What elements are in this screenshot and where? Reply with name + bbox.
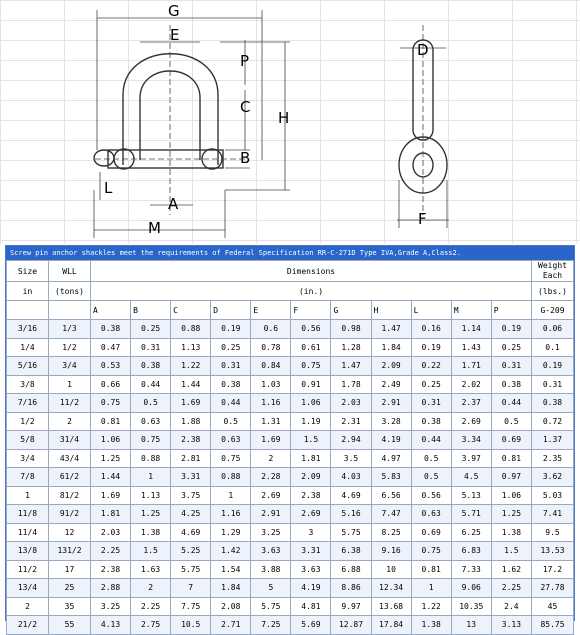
dimension-cell: 2.69 xyxy=(291,505,331,524)
dimension-cell: 2.31 xyxy=(331,412,371,431)
dimension-cell: 3.28 xyxy=(371,412,411,431)
dimension-cell: 6.56 xyxy=(371,486,411,505)
dimension-cell: 2.71 xyxy=(211,616,251,635)
dimension-cell: 2.08 xyxy=(211,597,251,616)
header-row-units xyxy=(7,282,574,301)
wll-cell: 1 xyxy=(49,375,91,394)
dimension-cell: 8.25 xyxy=(371,523,411,542)
size-cell: 13/8 xyxy=(7,542,49,561)
wll-cell: 61/2 xyxy=(49,468,91,487)
dimension-cell: 9.16 xyxy=(371,542,411,561)
dimension-cell: 1 xyxy=(211,486,251,505)
table-row xyxy=(7,431,574,450)
weight-cell: 5.03 xyxy=(532,486,574,505)
dimension-cell: 5.75 xyxy=(331,523,371,542)
dimension-cell: 1.19 xyxy=(291,412,331,431)
dimension-cell: 2.69 xyxy=(451,412,491,431)
weight-cell: 45 xyxy=(532,597,574,616)
dimension-cell: 1.44 xyxy=(171,375,211,394)
dimension-cell: 5.13 xyxy=(451,486,491,505)
dimension-cell: 1.62 xyxy=(491,560,531,579)
dimension-cell: 17.84 xyxy=(371,616,411,635)
dimension-cell: 0.5 xyxy=(211,412,251,431)
dimension-cell: 0.81 xyxy=(91,412,131,431)
dimension-cell: 7 xyxy=(171,579,211,598)
dimension-cell: 1.84 xyxy=(371,338,411,357)
dimension-cell: 3.25 xyxy=(251,523,291,542)
dimension-cell: 0.81 xyxy=(491,449,531,468)
dimension-cell: 2.38 xyxy=(91,560,131,579)
dimension-cell: 2.02 xyxy=(451,375,491,394)
wll-cell: 81/2 xyxy=(49,486,91,505)
dim-col-header-l: L xyxy=(411,301,451,320)
weight-cell: 0.31 xyxy=(532,375,574,394)
table-row xyxy=(7,560,574,579)
table-row xyxy=(7,449,574,468)
blank-cell xyxy=(49,301,91,320)
dimension-cell: 4.69 xyxy=(331,486,371,505)
weight-cell: 0.06 xyxy=(532,320,574,339)
dimension-cell: 2.38 xyxy=(291,486,331,505)
pin-eye xyxy=(94,150,114,166)
dimension-cell: 1.13 xyxy=(171,338,211,357)
dimension-cell: 13.68 xyxy=(371,597,411,616)
dimension-cell: 0.44 xyxy=(131,375,171,394)
table-row xyxy=(7,412,574,431)
dim-label-p: P xyxy=(240,52,250,70)
table-row xyxy=(7,505,574,524)
size-cell: 5/8 xyxy=(7,431,49,450)
dimension-cell: 1.06 xyxy=(91,431,131,450)
weight-model-header: G-209 xyxy=(532,301,574,320)
wll-cell: 17 xyxy=(49,560,91,579)
shackle-diagram xyxy=(0,0,580,244)
dimension-cell: 1.54 xyxy=(211,560,251,579)
table-row xyxy=(7,375,574,394)
table-row xyxy=(7,579,574,598)
dimension-cell: 0.5 xyxy=(131,394,171,413)
size-cell: 2 xyxy=(7,597,49,616)
dimension-cell: 0.31 xyxy=(411,394,451,413)
dimension-cell: 2.91 xyxy=(251,505,291,524)
dim-label-l: L xyxy=(104,179,113,197)
size-cell: 3/16 xyxy=(7,320,49,339)
size-cell: 13/4 xyxy=(7,579,49,598)
wll-cell: 3/4 xyxy=(49,357,91,376)
dim-label-d: D xyxy=(417,41,429,59)
weight-cell: 0.38 xyxy=(532,394,574,413)
wll-cell: 2 xyxy=(49,412,91,431)
size-cell: 1/2 xyxy=(7,412,49,431)
dimension-cell: 0.31 xyxy=(211,357,251,376)
size-cell: 5/16 xyxy=(7,357,49,376)
dimension-cell: 0.25 xyxy=(211,338,251,357)
dimension-cell: 4.19 xyxy=(291,579,331,598)
dimension-cell: 0.25 xyxy=(491,338,531,357)
dimension-cell: 3.63 xyxy=(251,542,291,561)
size-cell: 11/8 xyxy=(7,505,49,524)
dimension-cell: 2 xyxy=(251,449,291,468)
dimension-cell: 1.16 xyxy=(211,505,251,524)
size-cell: 21/2 xyxy=(7,616,49,635)
dimension-cell: 1.5 xyxy=(291,431,331,450)
table-caption: Screw pin anchor shackles meet the requirements of Federal Specification RR-C-271D Type IVA,Grade A,Class2. xyxy=(6,246,574,260)
dimension-cell: 1.69 xyxy=(171,394,211,413)
dimension-cell: 1.69 xyxy=(91,486,131,505)
dimension-cell: 0.53 xyxy=(91,357,131,376)
dimension-cell: 1.06 xyxy=(491,486,531,505)
dimension-cell: 1.44 xyxy=(91,468,131,487)
table-row xyxy=(7,338,574,357)
dimension-cell: 3 xyxy=(291,523,331,542)
dimension-cell: 12.87 xyxy=(331,616,371,635)
dimension-cell: 0.91 xyxy=(291,375,331,394)
wll-cell: 1/2 xyxy=(49,338,91,357)
dimension-cell: 0.75 xyxy=(91,394,131,413)
dimension-cell: 1.14 xyxy=(451,320,491,339)
table-row xyxy=(7,542,574,561)
dimension-cell: 1.78 xyxy=(331,375,371,394)
wll-cell: 35 xyxy=(49,597,91,616)
dim-label-m: M xyxy=(148,219,161,237)
dimension-cell: 0.75 xyxy=(211,449,251,468)
dimension-cell: 2.25 xyxy=(491,579,531,598)
header-wll: WLL xyxy=(49,261,91,282)
dim-label-g: G xyxy=(168,2,180,20)
dimension-cell: 1.25 xyxy=(491,505,531,524)
dimension-cell: 3.34 xyxy=(451,431,491,450)
dimension-cell: 4.69 xyxy=(171,523,211,542)
dimension-cell: 0.61 xyxy=(291,338,331,357)
weight-cell: 3.62 xyxy=(532,468,574,487)
weight-cell: 0.1 xyxy=(532,338,574,357)
dimension-cell: 5.69 xyxy=(291,616,331,635)
dimension-cell: 3.31 xyxy=(291,542,331,561)
dimension-cell: 0.22 xyxy=(411,357,451,376)
dimension-cell: 1.22 xyxy=(411,597,451,616)
dimension-cell: 3.5 xyxy=(331,449,371,468)
dimension-cell: 0.31 xyxy=(491,357,531,376)
dimension-cell: 0.78 xyxy=(251,338,291,357)
dimension-cell: 0.63 xyxy=(411,505,451,524)
header-dimensions: Dimensions xyxy=(91,261,532,282)
dimension-cell: 5.71 xyxy=(451,505,491,524)
weight-cell: 2.35 xyxy=(532,449,574,468)
wll-cell: 131/2 xyxy=(49,542,91,561)
weight-cell: 27.78 xyxy=(532,579,574,598)
dimension-cell: 5 xyxy=(251,579,291,598)
dimension-cell: 6.25 xyxy=(451,523,491,542)
dimension-cell: 0.5 xyxy=(411,468,451,487)
dimension-cell: 3.63 xyxy=(291,560,331,579)
dimension-cell: 3.31 xyxy=(171,468,211,487)
dimension-cell: 0.44 xyxy=(491,394,531,413)
dimension-cell: 2.69 xyxy=(251,486,291,505)
dim-col-header-c: C xyxy=(171,301,211,320)
dimension-cell: 4.19 xyxy=(371,431,411,450)
dimension-cell: 3.13 xyxy=(491,616,531,635)
dimension-cell: 1.5 xyxy=(491,542,531,561)
header-weight: Weight Each xyxy=(532,261,574,282)
dimension-cell: 1.43 xyxy=(451,338,491,357)
dimension-cell: 5.16 xyxy=(331,505,371,524)
weight-cell: 13.53 xyxy=(532,542,574,561)
wll-cell: 91/2 xyxy=(49,505,91,524)
dimension-cell: 0.44 xyxy=(411,431,451,450)
dimension-cell: 1.88 xyxy=(171,412,211,431)
wll-cell: 43/4 xyxy=(49,449,91,468)
unit-size: in xyxy=(7,282,49,301)
weight-cell: 1.37 xyxy=(532,431,574,450)
dimension-cell: 0.38 xyxy=(411,412,451,431)
wll-cell: 31/4 xyxy=(49,431,91,450)
dimension-cell: 5.83 xyxy=(371,468,411,487)
dimension-cell: 2.49 xyxy=(371,375,411,394)
dimension-cell: 2.37 xyxy=(451,394,491,413)
dimension-cell: 0.75 xyxy=(411,542,451,561)
dimension-cell: 7.47 xyxy=(371,505,411,524)
dimension-cell: 1.69 xyxy=(251,431,291,450)
unit-wll: (tons) xyxy=(49,282,91,301)
dimension-cell: 1.38 xyxy=(131,523,171,542)
dimension-cell: 1.25 xyxy=(91,449,131,468)
dimension-cell: 4.81 xyxy=(291,597,331,616)
dimension-cell: 1.81 xyxy=(91,505,131,524)
weight-cell: 0.72 xyxy=(532,412,574,431)
dim-col-header-d: D xyxy=(211,301,251,320)
size-cell: 7/8 xyxy=(7,468,49,487)
dimension-cell: 1.29 xyxy=(211,523,251,542)
dimension-cell: 2.38 xyxy=(171,431,211,450)
dimension-cell: 7.25 xyxy=(251,616,291,635)
dimension-cell: 0.56 xyxy=(291,320,331,339)
dimension-cell: 0.88 xyxy=(171,320,211,339)
dimension-cell: 4.13 xyxy=(91,616,131,635)
dimension-cell: 1.47 xyxy=(331,357,371,376)
dimension-cell: 2.03 xyxy=(331,394,371,413)
dimension-cell: 7.33 xyxy=(451,560,491,579)
table-row xyxy=(7,394,574,413)
dimension-cell: 1.25 xyxy=(131,505,171,524)
table-row xyxy=(7,468,574,487)
dimension-cell: 0.75 xyxy=(131,431,171,450)
dimension-cell: 0.66 xyxy=(91,375,131,394)
table-row xyxy=(7,616,574,635)
dimension-cell: 2.03 xyxy=(91,523,131,542)
dimension-cell: 1.63 xyxy=(131,560,171,579)
dimension-cell: 0.44 xyxy=(211,394,251,413)
dimension-cell: 2.88 xyxy=(91,579,131,598)
dimension-cell: 0.69 xyxy=(491,431,531,450)
dimension-cell: 2.09 xyxy=(291,468,331,487)
wll-cell: 55 xyxy=(49,616,91,635)
dimension-cell: 1.06 xyxy=(291,394,331,413)
dimension-cell: 10 xyxy=(371,560,411,579)
dimension-cell: 0.38 xyxy=(131,357,171,376)
size-cell: 11/4 xyxy=(7,523,49,542)
dimension-cell: 1.42 xyxy=(211,542,251,561)
dim-col-header-e: E xyxy=(251,301,291,320)
dimension-cell: 1.16 xyxy=(251,394,291,413)
table-row xyxy=(7,320,574,339)
table-row xyxy=(7,357,574,376)
dimension-cell: 3.25 xyxy=(91,597,131,616)
weight-cell: 7.41 xyxy=(532,505,574,524)
dimension-cell: 1.71 xyxy=(451,357,491,376)
dimension-cell: 0.19 xyxy=(491,320,531,339)
blank-cell xyxy=(7,301,49,320)
size-cell: 7/16 xyxy=(7,394,49,413)
wll-cell: 25 xyxy=(49,579,91,598)
dimension-cell: 1.81 xyxy=(291,449,331,468)
dimension-cell: 13 xyxy=(451,616,491,635)
dimension-cell: 3.88 xyxy=(251,560,291,579)
dimension-cell: 1.31 xyxy=(251,412,291,431)
dimension-cell: 0.25 xyxy=(131,320,171,339)
dimension-cell: 0.19 xyxy=(211,320,251,339)
weight-cell: 0.19 xyxy=(532,357,574,376)
dimension-cell: 1.03 xyxy=(251,375,291,394)
dim-col-header-h: H xyxy=(371,301,411,320)
dimension-cell: 9.97 xyxy=(331,597,371,616)
size-cell: 3/8 xyxy=(7,375,49,394)
dimension-cell: 5.75 xyxy=(251,597,291,616)
dimension-cell: 0.25 xyxy=(411,375,451,394)
table-row xyxy=(7,597,574,616)
spec-table xyxy=(6,260,574,635)
dimension-cell: 6.83 xyxy=(451,542,491,561)
size-cell: 3/4 xyxy=(7,449,49,468)
dimension-cell: 12.34 xyxy=(371,579,411,598)
dim-label-h: H xyxy=(278,109,290,127)
size-cell: 1/4 xyxy=(7,338,49,357)
dimension-cell: 2.94 xyxy=(331,431,371,450)
dimension-cell: 0.31 xyxy=(131,338,171,357)
dimension-cell: 2.75 xyxy=(131,616,171,635)
dimension-cell: 1.5 xyxy=(131,542,171,561)
dim-label-e: E xyxy=(170,26,180,44)
dim-label-b: B xyxy=(240,149,251,167)
dimension-cell: 7.75 xyxy=(171,597,211,616)
dim-col-header-g: G xyxy=(331,301,371,320)
dimension-cell: 2.81 xyxy=(171,449,211,468)
weight-cell: 85.75 xyxy=(532,616,574,635)
dimension-cell: 10.35 xyxy=(451,597,491,616)
wll-cell: 1/3 xyxy=(49,320,91,339)
weight-cell: 9.5 xyxy=(532,523,574,542)
dimension-cell: 2 xyxy=(131,579,171,598)
dim-col-header-f: F xyxy=(291,301,331,320)
dimension-cell: 10.5 xyxy=(171,616,211,635)
table-row xyxy=(7,523,574,542)
dimension-cell: 0.56 xyxy=(411,486,451,505)
dim-label-a: A xyxy=(168,195,179,213)
dimension-cell: 6.88 xyxy=(331,560,371,579)
dimension-cell: 2.28 xyxy=(251,468,291,487)
dimension-cell: 1 xyxy=(131,468,171,487)
dimension-cell: 0.5 xyxy=(491,412,531,431)
size-cell: 11/2 xyxy=(7,560,49,579)
dim-col-header-p: P xyxy=(491,301,531,320)
dim-label-f: F xyxy=(418,210,427,228)
dimension-cell: 0.19 xyxy=(411,338,451,357)
header-row-titles xyxy=(7,261,574,282)
shackle-specification-table xyxy=(5,245,575,630)
dimension-cell: 1.38 xyxy=(491,523,531,542)
dimension-cell: 3.75 xyxy=(171,486,211,505)
dimension-cell: 1.84 xyxy=(211,579,251,598)
dimension-cell: 0.5 xyxy=(411,449,451,468)
dimension-cell: 2.25 xyxy=(91,542,131,561)
dimension-cell: 0.88 xyxy=(211,468,251,487)
dimension-cell: 0.63 xyxy=(131,412,171,431)
weight-cell: 17.2 xyxy=(532,560,574,579)
dimension-cell: 0.75 xyxy=(291,357,331,376)
dimension-cell: 5.75 xyxy=(171,560,211,579)
dimension-cell: 5.25 xyxy=(171,542,211,561)
dimension-cell: 9.06 xyxy=(451,579,491,598)
dimension-cell: 1.38 xyxy=(411,616,451,635)
dimension-cell: 1.47 xyxy=(371,320,411,339)
dimension-cell: 4.5 xyxy=(451,468,491,487)
wll-cell: 12 xyxy=(49,523,91,542)
dim-col-header-a: A xyxy=(91,301,131,320)
unit-weight: (lbs.) xyxy=(532,282,574,301)
header-row-columns xyxy=(7,301,574,320)
dimension-cell: 0.84 xyxy=(251,357,291,376)
dimension-cell: 0.97 xyxy=(491,468,531,487)
dimension-cell: 0.81 xyxy=(411,560,451,579)
dimension-cell: 0.69 xyxy=(411,523,451,542)
dimension-cell: 1.13 xyxy=(131,486,171,505)
header-size: Size xyxy=(7,261,49,282)
size-cell: 1 xyxy=(7,486,49,505)
dimension-cell: 2.25 xyxy=(131,597,171,616)
dim-col-header-b: B xyxy=(131,301,171,320)
dimension-cell: 4.03 xyxy=(331,468,371,487)
dimension-cell: 0.38 xyxy=(211,375,251,394)
shackle-technical-drawing xyxy=(0,0,580,244)
dimension-cell: 1 xyxy=(411,579,451,598)
dimension-cell: 0.88 xyxy=(131,449,171,468)
dimension-cell: 0.38 xyxy=(91,320,131,339)
table-row xyxy=(7,486,574,505)
dimension-cell: 0.16 xyxy=(411,320,451,339)
dimension-cell: 0.63 xyxy=(211,431,251,450)
wll-cell: 11/2 xyxy=(49,394,91,413)
dimension-cell: 0.38 xyxy=(491,375,531,394)
dimension-cell: 2.91 xyxy=(371,394,411,413)
dimension-cell: 0.47 xyxy=(91,338,131,357)
dimension-cell: 6.38 xyxy=(331,542,371,561)
dimension-cell: 1.22 xyxy=(171,357,211,376)
dimension-cell: 8.86 xyxy=(331,579,371,598)
dim-label-c: C xyxy=(240,98,251,116)
dimension-cell: 1.28 xyxy=(331,338,371,357)
dim-col-header-m: M xyxy=(451,301,491,320)
dimension-cell: 0.6 xyxy=(251,320,291,339)
dimension-cell: 2.09 xyxy=(371,357,411,376)
dimension-cell: 0.98 xyxy=(331,320,371,339)
unit-dimensions: (in.) xyxy=(91,282,532,301)
dimension-cell: 4.97 xyxy=(371,449,411,468)
dimension-cell: 4.25 xyxy=(171,505,211,524)
dimension-cell: 2.4 xyxy=(491,597,531,616)
dimension-cell: 3.97 xyxy=(451,449,491,468)
